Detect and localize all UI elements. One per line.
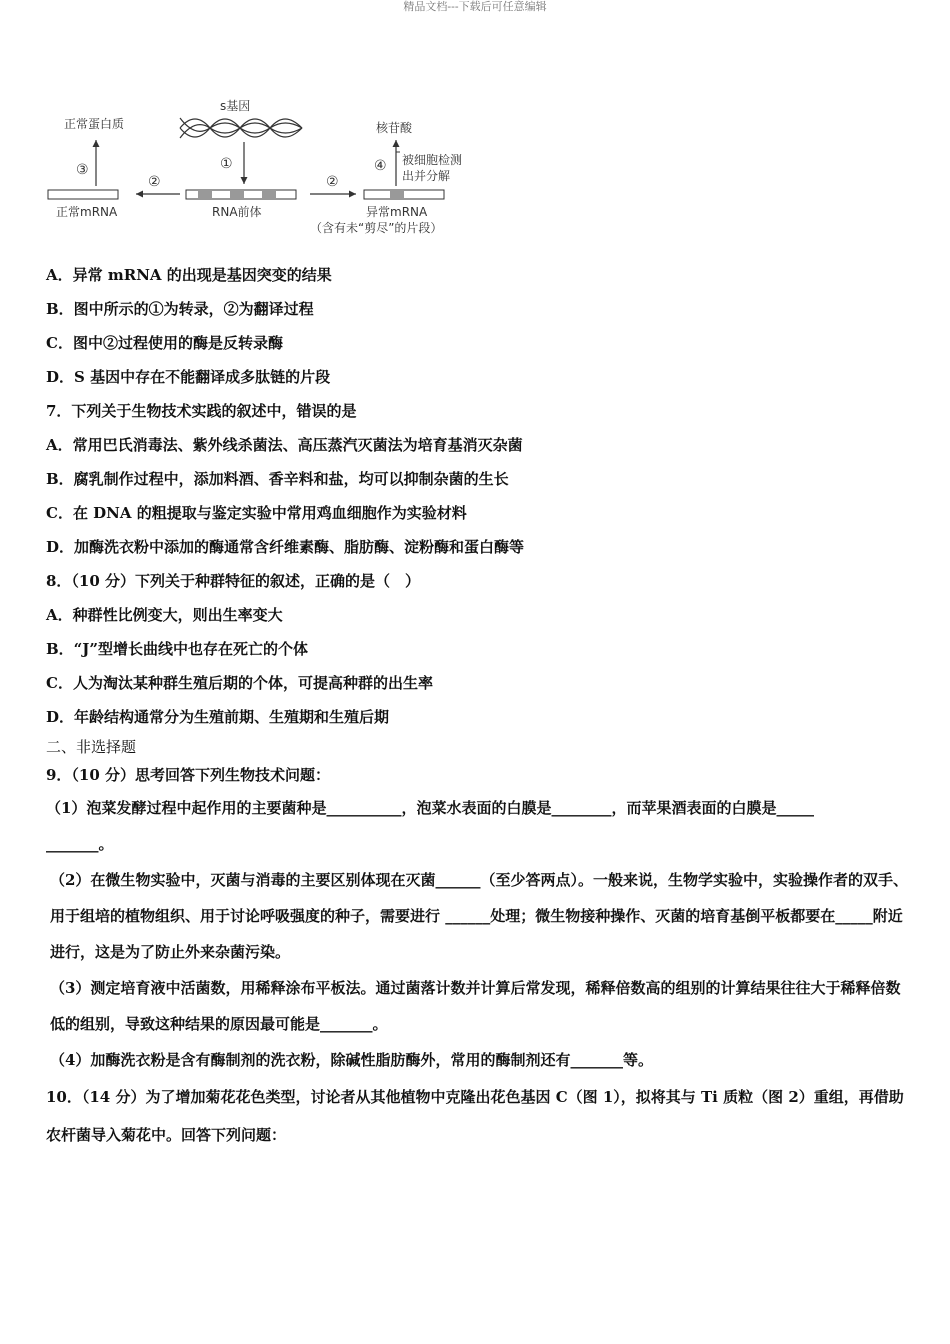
abnormal-mrna-label: 异常mRNA <box>366 205 428 219</box>
step-1-label: ① <box>220 156 233 172</box>
nucleotide-label: 核苷酸 <box>376 121 413 135</box>
q9-stem: 9．（10 分）思考回答下列生物技术问题： <box>46 766 331 784</box>
step-4-label: ④ <box>374 158 387 174</box>
detect-text-line2: 出并分解 <box>402 169 451 183</box>
step-3-label: ③ <box>76 162 89 178</box>
q8-option-a: A．种群性比例变大，则出生率变大 <box>46 606 283 624</box>
normal-mrna-label: 正常mRNA <box>56 205 118 219</box>
q9-part2: （2）在微生物实验中，灭菌与消毒的主要区别体现在灭菌______（至少答两点）。一般来说，生物学实验中，实验操作者的双手、用于组培的植物组织、用于讨论呼吸强度的种子，需要进行 ______处理；微生物接种操作、灭菌的培育基倒平板都要在_____附近进行，这是为了防止外来杂菌污染。 <box>50 871 908 961</box>
q6-option-b: B．图中所示的①为转录，②为翻译过程 <box>46 300 314 318</box>
abnormal-mrna-note: （含有未“剪尽”的片段） <box>310 221 443 235</box>
q9-part3: （3）测定培育液中活菌数，用稀释涂布平板法。通过菌落计数并计算后常发现，稀释倍数高的组别的计算结果往往大于稀释倍数低的组别，导致这种结果的原因最可能是_______。 <box>50 979 901 1033</box>
q9-part1-line2: _______。 <box>46 835 114 853</box>
q7-stem: 7．下列关于生物技术实践的叙述中，错误的是 <box>46 402 357 420</box>
dna-helix-strand-1 <box>180 118 302 133</box>
q8-option-b: B．“J”型增长曲线中也存在死亡的个体 <box>46 640 309 658</box>
normal-mrna-bar <box>48 190 118 199</box>
q6-option-d: D．S 基因中存在不能翻译成多肽链的片段 <box>46 368 331 386</box>
header-note: 精品文档---下载后可任意编辑 <box>403 0 547 13</box>
q9-part4: （4）加酶洗衣粉是含有酶制剂的洗衣粉，除碱性脂肪酶外，常用的酶制剂还有_______等。 <box>50 1051 653 1069</box>
detect-text-line1: 被细胞检测 <box>402 153 463 167</box>
gene-expression-diagram <box>40 96 480 241</box>
dna-helix-strand-2 <box>180 123 302 138</box>
q10-stem: 10．（14 分）为了增加菊花花色类型，讨论者从其他植物中克隆出花色基因 C（图 1），拟将其与 Ti 质粒（图 2）重组，再借助农杆菌导入菊花中。回答下列问题： <box>46 1088 904 1144</box>
normal-protein-label: 正常蛋白质 <box>64 117 125 131</box>
section-2-title: 二、非选择题 <box>46 738 137 756</box>
q7-option-c: C．在 DNA 的粗提取与鉴定实验中常用鸡血细胞作为实验材料 <box>46 504 467 522</box>
rna-precursor-bar <box>186 190 296 199</box>
rna-precursor-label: RNA前体 <box>212 205 262 219</box>
q8-stem: 8．（10 分）下列关于种群特征的叙述，正确的是（ ） <box>46 572 421 590</box>
step-2-left-label: ② <box>148 174 161 190</box>
q6-option-c: C．图中②过程使用的酶是反转录酶 <box>46 334 283 352</box>
q7-option-a: A．常用巴氏消毒法、紫外线杀菌法、高压蒸汽灭菌法为培育基消灭杂菌 <box>46 436 523 454</box>
q7-option-d: D．加酶洗衣粉中添加的酶通常含纤维素酶、脂肪酶、淀粉酶和蛋白酶等 <box>46 538 525 556</box>
step-2-right-label: ② <box>326 174 339 190</box>
q7-option-b: B．腐乳制作过程中，添加料酒、香辛料和盐，均可以抑制杂菌的生长 <box>46 470 509 488</box>
abnormal-mrna-bar <box>364 190 444 199</box>
q8-option-c: C．人为淘汰某种群生殖后期的个体，可提高种群的出生率 <box>46 674 433 692</box>
q6-option-a: A．异常 mRNA 的出现是基因突变的结果 <box>46 266 332 284</box>
q8-option-d: D．年龄结构通常分为生殖前期、生殖期和生殖后期 <box>46 708 390 726</box>
question-content <box>46 258 912 1154</box>
q9-part1-line1: （1）泡菜发酵过程中起作用的主要菌种是__________，泡菜水表面的白膜是________，而苹果酒表面的白膜是_____ <box>46 799 814 817</box>
gene-label: s基因 <box>220 99 251 113</box>
